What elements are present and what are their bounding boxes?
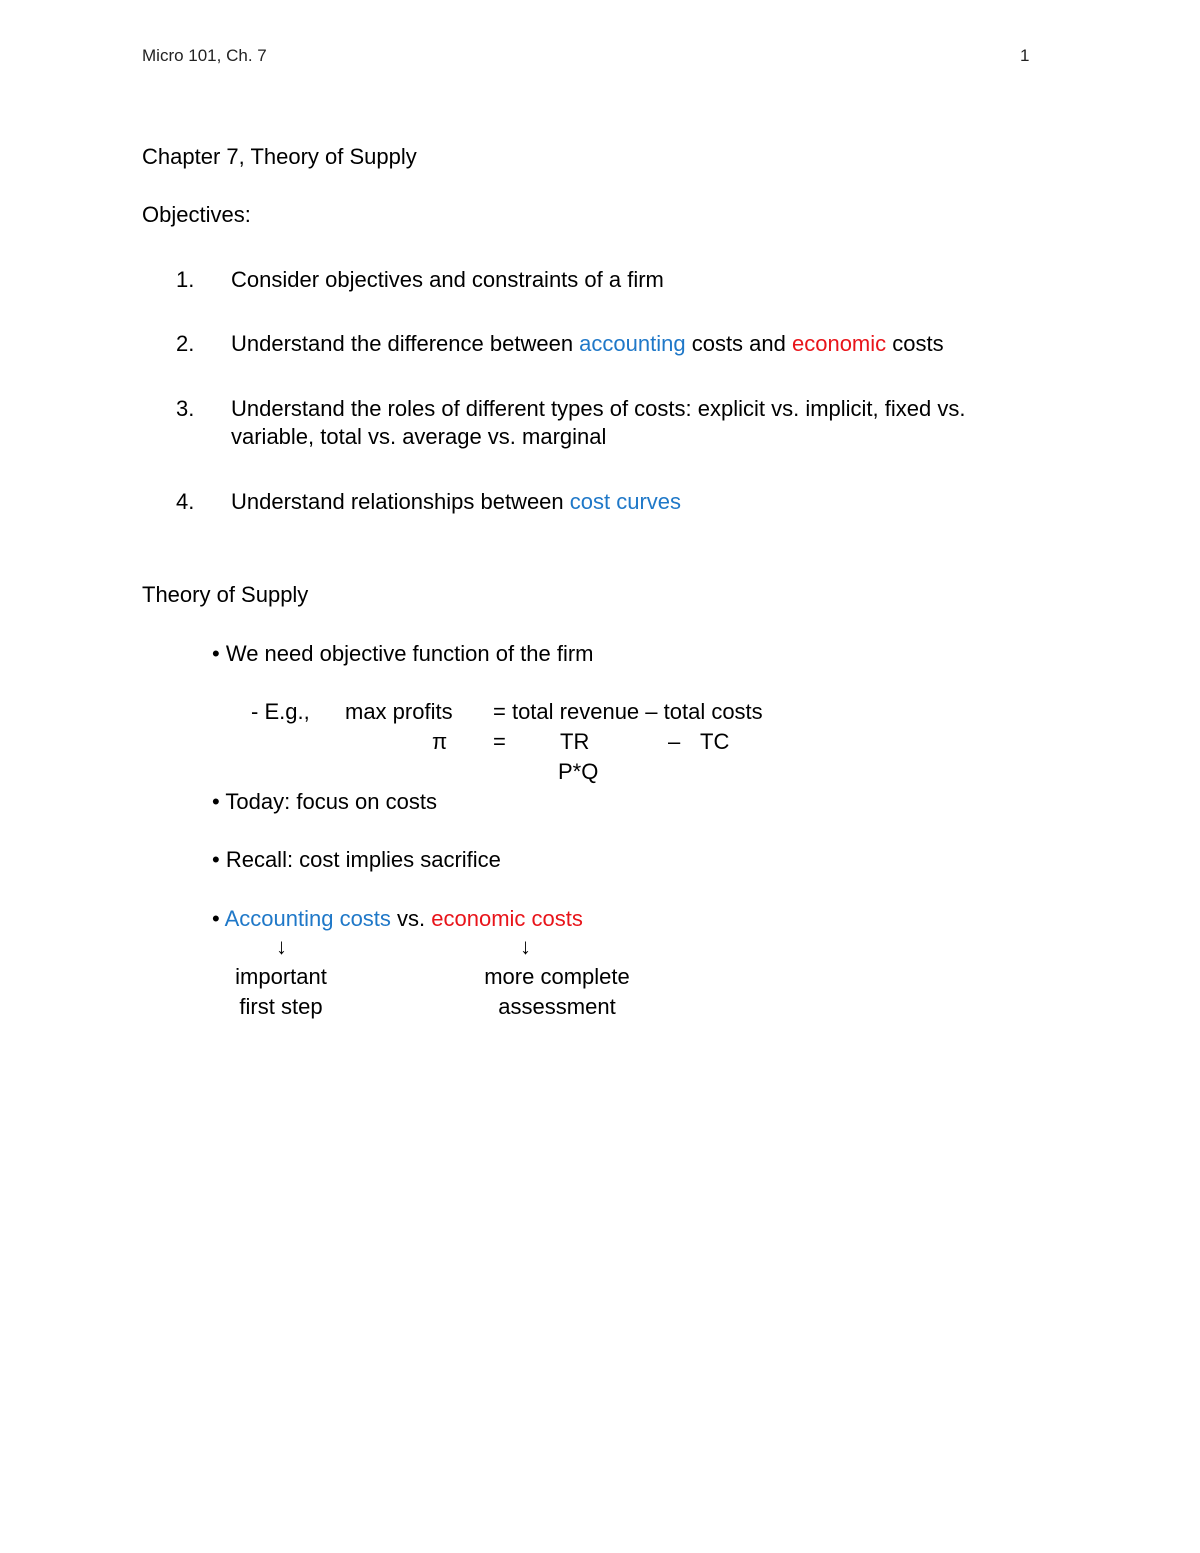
example-lead: - E.g., (251, 699, 310, 724)
right-note-line1: more complete (484, 964, 630, 989)
bullet-1: • We need objective function of the firm (212, 641, 594, 666)
example-max-profits: max profits (345, 699, 453, 724)
objective-4-text: Understand relationships between cost curves (231, 489, 682, 514)
tr-label: TR (560, 729, 590, 754)
arrow-down-icon: ↓ (276, 934, 287, 959)
objectives-heading: Objectives: (142, 202, 251, 227)
left-note-line2: first step (239, 994, 323, 1019)
objective-3-line1: Understand the roles of different types of costs: explicit vs. implicit, fixed vs. (231, 396, 966, 421)
bullet-icon: • (212, 641, 220, 666)
objective-1-text: Consider objectives and constraints of a firm (231, 267, 664, 292)
theory-heading: Theory of Supply (142, 582, 309, 607)
objective-1-number: 1. (176, 267, 195, 292)
economic-highlight: economic (791, 331, 887, 356)
pq-label: P*Q (558, 759, 599, 784)
minus-sign: – (668, 729, 681, 754)
bullet-icon: • (212, 906, 220, 931)
economic-costs-highlight: economic costs (431, 906, 583, 931)
equals-sign: = (493, 729, 506, 754)
page-title: Chapter 7, Theory of Supply (142, 144, 417, 169)
accounting-highlight: accounting (579, 331, 686, 356)
objective-2-text: Understand the difference between accounting costs and economic costs (231, 331, 944, 356)
pi-symbol: π (432, 729, 448, 754)
header-course: Micro 101, Ch. 7 (142, 46, 267, 65)
page-number: 1 (1020, 46, 1030, 65)
left-note-line1: important (235, 964, 327, 989)
right-note-line2: assessment (498, 994, 616, 1019)
bullet-icon: • (212, 789, 220, 814)
objective-3-number: 3. (176, 396, 195, 421)
accounting-costs-highlight: Accounting costs (224, 906, 391, 931)
arrow-down-icon: ↓ (520, 934, 531, 959)
cost-curves-highlight: cost curves (569, 489, 682, 514)
bullet-4: • Accounting costs vs. economic costs (212, 906, 583, 931)
example-equation: = total revenue – total costs (493, 699, 763, 724)
objective-3-line2: variable, total vs. average vs. marginal (231, 424, 607, 449)
tc-label: TC (700, 729, 730, 754)
bullet-icon: • (212, 847, 220, 872)
objective-4-number: 4. (176, 489, 195, 514)
bullet-3: • Recall: cost implies sacrifice (212, 847, 501, 872)
bullet-2: • Today: focus on costs (212, 789, 437, 814)
objective-2-number: 2. (176, 331, 195, 356)
